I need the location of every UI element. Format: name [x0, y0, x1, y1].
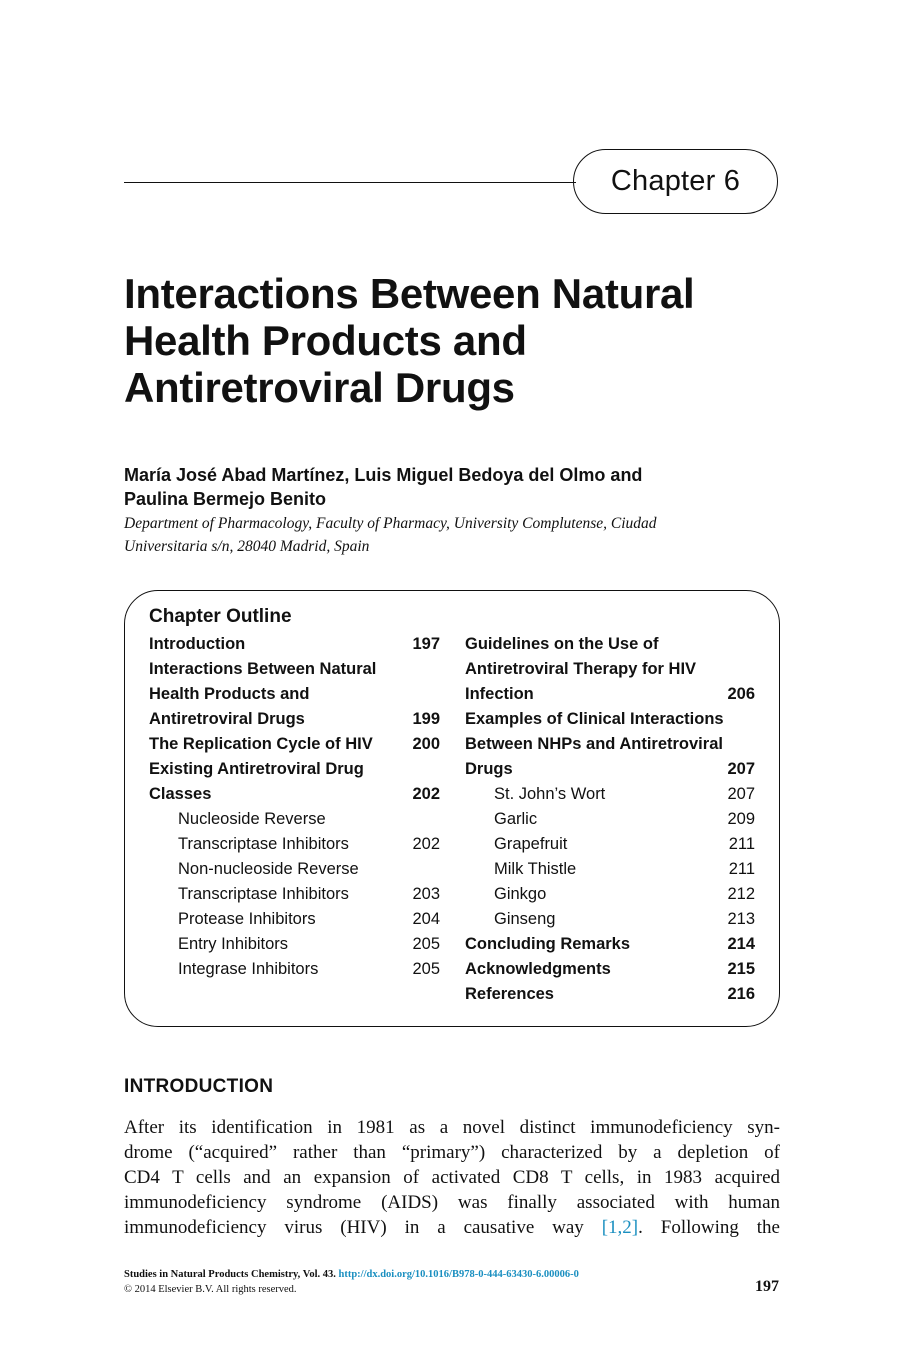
outline-entry[interactable] — [465, 782, 755, 807]
outline-left-column — [149, 632, 440, 982]
author-list — [124, 463, 642, 511]
outline-entry-title: Health Products and — [149, 685, 310, 703]
outline-entry[interactable] — [149, 832, 440, 857]
page-footer — [124, 1267, 579, 1297]
outline-entry-title: Infection — [465, 685, 534, 703]
outline-entry-title: Acknowledgments — [465, 960, 611, 978]
outline-entry-title: Transcriptase Inhibitors — [178, 885, 349, 903]
paragraph-line: After its identification in 1981 as a novel distinct immunodeficiency syn- — [124, 1117, 780, 1138]
outline-entry-title: Antiretroviral Drugs — [149, 710, 305, 728]
author-line: María José Abad Martínez, Luis Miguel Bedoya del Olmo and — [124, 465, 643, 485]
outline-entry-title: References — [465, 985, 554, 1003]
introduction-paragraph — [124, 1115, 780, 1240]
outline-entry-title: Antiretroviral Therapy for HIV — [465, 660, 697, 678]
outline-entry-page: 205 — [412, 960, 440, 978]
paragraph-line — [124, 1215, 780, 1240]
outline-entry-title: Grapefruit — [494, 835, 568, 853]
outline-entry[interactable] — [465, 957, 755, 982]
paragraph-line: immunodeficiency syndrome (AIDS) was finally associated with human — [124, 1192, 780, 1213]
outline-entry[interactable] — [149, 782, 440, 807]
title-line: Antiretroviral Drugs — [124, 364, 515, 411]
title-line: Interactions Between Natural — [124, 270, 695, 317]
outline-entry[interactable] — [149, 932, 440, 957]
outline-entry[interactable] — [465, 757, 755, 782]
affiliation-line: Department of Pharmacology, Faculty of Pharmacy, University Complutense, Ciudad — [124, 515, 657, 532]
page-number: 197 — [755, 1278, 779, 1295]
outline-right-column — [465, 632, 755, 1007]
outline-entry-title: Examples of Clinical Interactions — [465, 710, 724, 728]
outline-entry-title: Drugs — [465, 760, 513, 778]
outline-entry-page: 209 — [727, 810, 755, 828]
outline-entry[interactable] — [465, 632, 755, 657]
outline-entry[interactable] — [149, 732, 440, 757]
outline-entry[interactable] — [465, 707, 755, 732]
chapter-label: Chapter 6 — [610, 165, 741, 197]
outline-entry-page: 211 — [728, 835, 755, 853]
outline-entry-title: Introduction — [149, 635, 246, 653]
paragraph-text: . Following the — [638, 1217, 780, 1238]
outline-entry[interactable] — [149, 857, 440, 882]
outline-entry[interactable] — [149, 682, 440, 707]
outline-entry-title: Ginkgo — [494, 885, 547, 903]
outline-entry[interactable] — [149, 957, 440, 982]
outline-entry-title: Protease Inhibitors — [178, 910, 316, 928]
outline-heading: Chapter Outline — [149, 606, 292, 627]
doi-link[interactable]: http://dx.doi.org/10.1016/B978-0-444-63430-6.00006-0 — [338, 1269, 579, 1280]
outline-entry-title: The Replication Cycle of HIV — [149, 735, 373, 753]
outline-entry[interactable] — [149, 907, 440, 932]
outline-entry[interactable] — [465, 732, 755, 757]
paragraph-line: drome (“acquired” rather than “primary”) characterized by a depletion of — [124, 1142, 780, 1163]
outline-entry[interactable] — [465, 857, 755, 882]
outline-entry-page: 213 — [727, 910, 755, 928]
outline-entry-title: Transcriptase Inhibitors — [178, 835, 349, 853]
outline-entry-page: 206 — [727, 685, 755, 703]
outline-entry[interactable] — [465, 932, 755, 957]
outline-entry[interactable] — [465, 907, 755, 932]
chapter-title — [124, 270, 694, 411]
outline-entry-title: St. John’s Wort — [494, 785, 606, 803]
outline-entry[interactable] — [149, 707, 440, 732]
outline-entry-page: 216 — [727, 985, 755, 1003]
chapter-badge — [573, 149, 778, 214]
outline-entry-page: 202 — [412, 785, 440, 803]
outline-entry[interactable] — [149, 882, 440, 907]
outline-entry-title: Interactions Between Natural — [149, 660, 377, 678]
outline-entry[interactable] — [465, 982, 755, 1007]
outline-entry[interactable] — [465, 807, 755, 832]
outline-entry[interactable] — [149, 807, 440, 832]
outline-entry-title: Concluding Remarks — [465, 935, 631, 953]
outline-entry[interactable] — [465, 832, 755, 857]
outline-entry-title: Garlic — [494, 810, 538, 828]
outline-entry-page: 202 — [412, 835, 440, 853]
author-line: Paulina Bermejo Benito — [124, 489, 327, 509]
outline-entry-page: 211 — [728, 860, 755, 878]
outline-entry-page: 207 — [727, 785, 755, 803]
title-line: Health Products and — [124, 317, 527, 364]
outline-entry-title: Classes — [149, 785, 212, 803]
paragraph-text: immunodeficiency virus (HIV) in a causative way — [124, 1217, 602, 1238]
outline-entry-title: Integrase Inhibitors — [178, 960, 319, 978]
outline-entry[interactable] — [149, 657, 440, 682]
outline-entry-page: 199 — [412, 710, 440, 728]
outline-entry-title: Existing Antiretroviral Drug — [149, 760, 364, 778]
outline-entry-title: Nucleoside Reverse — [178, 810, 326, 828]
outline-entry-page: 205 — [412, 935, 440, 953]
section-heading-introduction: INTRODUCTION — [124, 1076, 274, 1097]
outline-entry[interactable] — [465, 657, 755, 682]
outline-entry-page: 207 — [727, 760, 755, 778]
affiliation — [124, 512, 764, 558]
affiliation-line: Universitaria s/n, 28040 Madrid, Spain — [124, 538, 370, 555]
outline-entry-title: Milk Thistle — [494, 860, 577, 878]
outline-entry-page: 212 — [727, 885, 755, 903]
outline-entry[interactable] — [465, 882, 755, 907]
outline-entry[interactable] — [465, 682, 755, 707]
outline-entry-page: 203 — [412, 885, 440, 903]
outline-entry-page: 204 — [412, 910, 440, 928]
journal-citation: Studies in Natural Products Chemistry, Vol. 43. — [124, 1269, 336, 1280]
outline-entry-title: Between NHPs and Antiretroviral — [465, 735, 723, 753]
citation-link[interactable]: [1,2] — [601, 1217, 639, 1238]
outline-entry-page: 214 — [727, 935, 755, 953]
outline-entry-title: Non-nucleoside Reverse — [178, 860, 359, 878]
outline-entry[interactable] — [149, 757, 440, 782]
outline-entry-title: Entry Inhibitors — [178, 935, 289, 953]
outline-entry-page: 197 — [412, 635, 440, 653]
outline-entry-title: Ginseng — [494, 910, 556, 928]
outline-entry-page: 200 — [412, 735, 440, 753]
chapter-rule — [124, 182, 576, 183]
copyright-notice: © 2014 Elsevier B.V. All rights reserved. — [124, 1284, 297, 1295]
outline-entry-page: 215 — [727, 960, 755, 978]
paragraph-line: CD4 T cells and an expansion of activated CD8 T cells, in 1983 acquired — [124, 1167, 780, 1188]
outline-entry-title: Guidelines on the Use of — [465, 635, 659, 653]
outline-entry[interactable] — [149, 632, 440, 657]
